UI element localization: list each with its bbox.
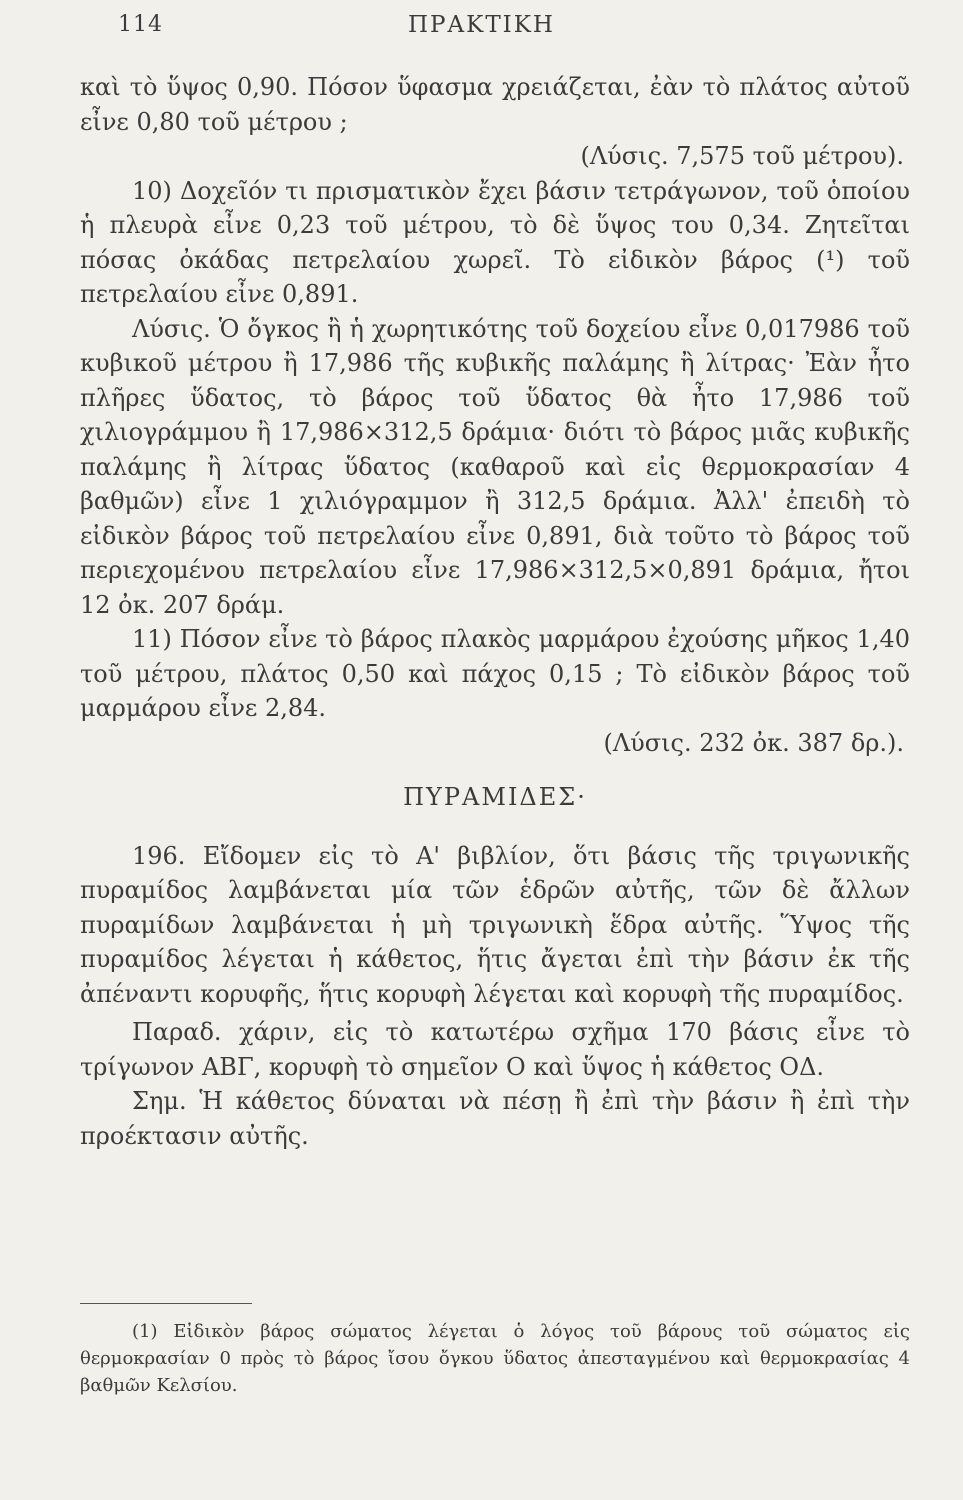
- note-paragraph: Σημ. Ἡ κάθετος δύναται νὰ πέσῃ ἢ ἐπὶ τὴν βάσιν ἢ ἐπὶ τὴν προέκτασιν αὐτῆς.: [80, 1087, 910, 1150]
- paragraph-196: 196. Εἴδομεν εἰς τὸ Α' βιβλίον, ὅτι βάσις τῆς τριγωνικῆς πυραμίδος λαμβάνεται μία τῶν ἑδρῶν αὐτῆς, τῶν δὲ ἄλλων πυραμίδων λαμβάνεται ἡ μὴ τριγωνικὴ ἕδρα αὐτῆς. Ὕψος τῆς πυραμίδος λέγεται ἡ κάθετος, ἥτις ἄγεται ἐπὶ τὴν βάσιν ἐκ τῆς ἀπέναντι κορυφῆς, ἥτις κορυφὴ λέγεται καὶ κορυφὴ τῆς πυραμίδος.: [80, 841, 910, 1008]
- exercise-10: 10) Δοχεῖόν τι πρισματικὸν ἔχει βάσιν τετράγωνον, τοῦ ὁποίου ἡ πλευρὰ εἶνε 0,23 τοῦ μέτρου, τὸ δὲ ὕψος του 0,34. Ζητεῖται πόσας ὀκάδας πετρελαίου χωρεῖ. Τὸ εἰδικὸν βάρος (¹) τοῦ πετρελαίου εἶνε 0,891.: [80, 176, 910, 308]
- footnote-1: (1) Εἰδικὸν βάρος σώματος λέγεται ὁ λόγος τοῦ βάρους τοῦ σώματος εἰς θερμοκρασίαν 0 πρὸς τὸ βάρος ἴσου ὄγκου ὕδατος ἀπεσταγμένου καὶ θερμοκρασίας 4 βαθμῶν Κελσίου.: [80, 1321, 910, 1396]
- solution-line: (Λύσις. 7,575 τοῦ μέτρου).: [580, 142, 904, 170]
- solution-line-2: (Λύσις. 232 ὀκ. 387 δρ.).: [603, 728, 904, 757]
- footnote-rule: [80, 1303, 252, 1304]
- page-number: 114: [118, 12, 163, 37]
- paragraph-continuation: καὶ τὸ ὕψος 0,90. Πόσον ὕφασμα χρειάζεται, ἐὰν τὸ πλάτος αὐτοῦ εἶνε 0,80 τοῦ μέτρου ;: [80, 73, 910, 136]
- exercise-11: 11) Πόσον εἶνε τὸ βάρος πλακὸς μαρμάρου ἐχούσης μῆκος 1,40 τοῦ μέτρου, πλάτος 0,50 καὶ πάχος 0,15 ; Τὸ εἰδικὸν βάρος τοῦ μαρμάρου εἶνε 2,84.: [80, 625, 910, 722]
- main-text: [80, 70, 910, 1153]
- solution-paragraph: Λύσις. Ὁ ὄγκος ἢ ἡ χωρητικότης τοῦ δοχείου εἶνε 0,017986 τοῦ κυβικοῦ μέτρου ἢ 17,986 τῆς κυβικῆς παλάμης ἢ λίτρας· Ἐὰν ἦτο πλῆρες ὕδατος, τὸ βάρος τοῦ ὕδατος θὰ ἦτο 17,986 τοῦ χιλιογράμμου ἢ 17,986×312,5 δράμια· διότι τὸ βάρος μιᾶς κυβικῆς παλάμης ἢ λίτρας ὕδατος (καθαροῦ καὶ εἰς θερμοκρασίαν 4 βαθμῶν) εἶνε 1 χιλιόγραμμον ἢ 312,5 δράμια. Ἀλλ' ἐπειδὴ τὸ εἰδικὸν βάρος τοῦ πετρελαίου εἶνε 0,891, διὰ τοῦτο τὸ βάρος τοῦ περιεχομένου πετρελαίου εἶνε 17,986×312,5×0,891 δράμια, ἤτοι 12 ὀκ. 207 δράμ.: [80, 314, 910, 619]
- page-header: [0, 12, 963, 42]
- example-paragraph: Παραδ. χάριν, εἰς τὸ κατωτέρω σχῆμα 170 βάσις εἶνε τὸ τρίγωνον ΑΒΓ, κορυφὴ τὸ σημεῖον Ο καὶ ὕψος ἡ κάθετος ΟΔ.: [80, 1018, 910, 1081]
- section-title: ΠΥΡΑΜΙΔΕΣ·: [403, 783, 587, 811]
- footnotes: [80, 1318, 910, 1399]
- running-title: ΠΡΑΚΤΙΚΗ: [408, 12, 555, 38]
